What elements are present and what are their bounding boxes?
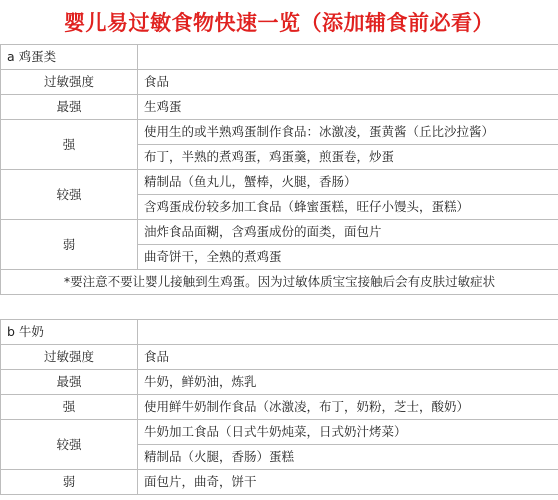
spacer-row — [1, 295, 558, 320]
food-item: 精制品（火腿，香肠）蛋糕 — [138, 445, 558, 470]
food-item: 面包片，曲奇，饼干 — [138, 470, 558, 495]
allergy-table — [0, 44, 558, 495]
food-item: 生鸡蛋 — [138, 95, 558, 120]
strength-label: 弱 — [1, 220, 138, 270]
strength-label: 最强 — [1, 95, 138, 120]
strength-label: 强 — [1, 395, 138, 420]
header-row-egg — [1, 70, 558, 95]
food-item: 牛奶，鲜奶油，炼乳 — [138, 370, 558, 395]
table-row — [1, 120, 558, 145]
table-row — [1, 95, 558, 120]
note-row — [1, 270, 558, 295]
column-header-strength: 过敏强度 — [1, 70, 138, 95]
strength-label: 较强 — [1, 170, 138, 220]
table-row — [1, 420, 558, 445]
empty-cell — [1, 295, 558, 320]
section-row-egg — [1, 45, 558, 70]
strength-label: 最强 — [1, 370, 138, 395]
column-header-strength: 过敏强度 — [1, 345, 138, 370]
food-item: 精制品（鱼丸儿，蟹棒，火腿，香肠） — [138, 170, 558, 195]
empty-cell — [138, 45, 558, 70]
table-row — [1, 370, 558, 395]
section-title-egg: a 鸡蛋类 — [1, 45, 138, 70]
column-header-food: 食品 — [138, 70, 558, 95]
food-item: 使用生的或半熟鸡蛋制作食品：冰激凌，蛋黄酱（丘比沙拉酱） — [138, 120, 558, 145]
table-row — [1, 395, 558, 420]
strength-label: 较强 — [1, 420, 138, 470]
section-row-milk — [1, 320, 558, 345]
section-title-milk: b 牛奶 — [1, 320, 138, 345]
column-header-food: 食品 — [138, 345, 558, 370]
food-item: 布丁，半熟的煮鸡蛋，鸡蛋羹，煎蛋卷，炒蛋 — [138, 145, 558, 170]
food-item: 油炸食品面糊，含鸡蛋成份的面类，面包片 — [138, 220, 558, 245]
table-row — [1, 470, 558, 495]
egg-note: *要注意不要让婴儿接触到生鸡蛋。因为过敏体质宝宝接触后会有皮肤过敏症状 — [1, 270, 558, 295]
table-row — [1, 170, 558, 195]
food-item: 含鸡蛋成份较多加工食品（蜂蜜蛋糕，旺仔小馒头，蛋糕） — [138, 195, 558, 220]
header-row-milk — [1, 345, 558, 370]
strength-label: 强 — [1, 120, 138, 170]
strength-label: 弱 — [1, 470, 138, 495]
food-item: 使用鲜牛奶制作食品（冰激凌，布丁，奶粉，芝士，酸奶） — [138, 395, 558, 420]
empty-cell — [138, 320, 558, 345]
page-title: 婴儿易过敏食物快速一览（添加辅食前必看） — [64, 11, 494, 35]
food-item: 曲奇饼干，全熟的煮鸡蛋 — [138, 245, 558, 270]
table-row — [1, 220, 558, 245]
food-item: 牛奶加工食品（日式牛奶炖菜，日式奶汁烤菜） — [138, 420, 558, 445]
